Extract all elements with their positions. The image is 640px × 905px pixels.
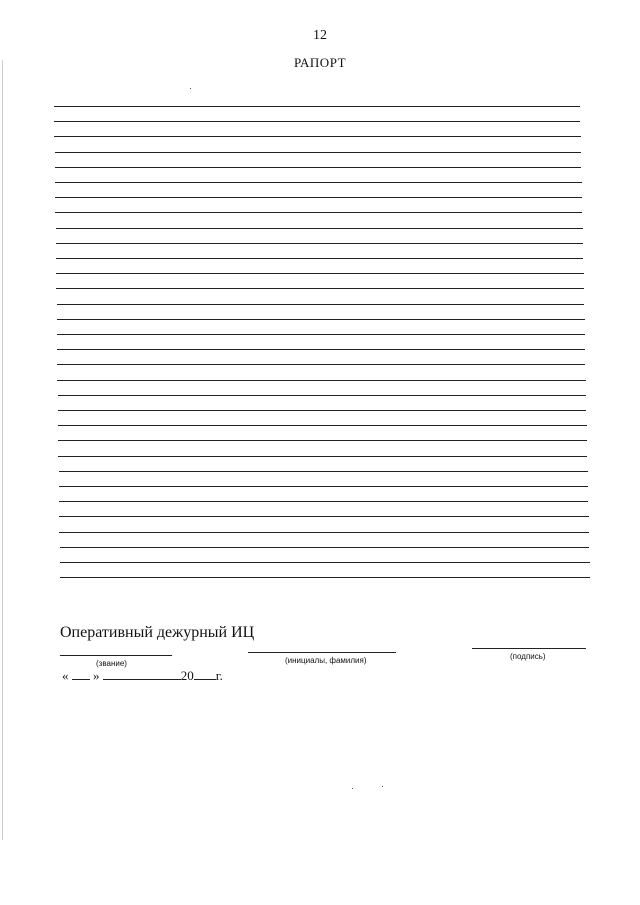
ruled-line xyxy=(57,364,585,365)
year-field[interactable] xyxy=(194,669,216,680)
ruled-line xyxy=(57,380,585,381)
ruled-line xyxy=(59,471,588,472)
ruled-line xyxy=(57,334,585,335)
page-number: 12 xyxy=(313,28,327,43)
name-field[interactable] xyxy=(248,652,396,653)
month-field[interactable] xyxy=(103,669,181,680)
ruled-line xyxy=(55,167,582,168)
ruled-line xyxy=(56,243,583,244)
ruled-line xyxy=(59,486,588,487)
open-quote: « xyxy=(62,668,69,683)
ruled-line xyxy=(54,121,580,122)
signature-caption: (подпись) xyxy=(510,652,546,661)
ruled-line xyxy=(58,410,587,411)
document-title: РАПОРТ xyxy=(293,55,347,70)
ruled-line xyxy=(54,106,580,107)
scan-edge xyxy=(2,60,3,840)
ruled-line xyxy=(58,456,587,457)
ruled-line xyxy=(60,547,590,548)
signature-field[interactable] xyxy=(472,648,586,649)
scan-speck xyxy=(382,786,383,787)
ruled-line xyxy=(60,577,590,578)
ruled-line xyxy=(58,440,587,441)
close-quote: » xyxy=(93,668,100,683)
ruled-line xyxy=(58,395,586,396)
ruled-line xyxy=(55,197,582,198)
ruled-line xyxy=(54,136,580,137)
ruled-line xyxy=(55,152,581,153)
day-field[interactable] xyxy=(72,669,90,680)
ruled-line xyxy=(57,319,585,320)
ruled-line xyxy=(56,258,583,259)
scan-speck xyxy=(352,788,353,789)
ruled-line xyxy=(59,501,588,502)
ruled-line xyxy=(57,349,585,350)
name-caption: (инициалы, фамилия) xyxy=(285,656,367,665)
ruled-line xyxy=(56,273,583,274)
ruled-line xyxy=(59,516,588,517)
duty-officer-label: Оперативный дежурный ИЦ xyxy=(60,624,255,641)
scan-speck xyxy=(190,88,191,89)
report-text-area[interactable] xyxy=(52,100,592,590)
ruled-line xyxy=(59,532,589,533)
year-prefix: 20 xyxy=(180,668,194,683)
ruled-line xyxy=(56,228,583,229)
ruled-line xyxy=(60,562,590,563)
ruled-line xyxy=(56,288,584,289)
date-row xyxy=(62,668,223,684)
ruled-line xyxy=(55,212,582,213)
ruled-line xyxy=(55,182,582,183)
ruled-line xyxy=(58,425,587,426)
rank-caption: (звание) xyxy=(96,659,127,668)
rank-field[interactable] xyxy=(60,655,172,656)
year-suffix: г. xyxy=(215,668,223,683)
ruled-line xyxy=(57,304,585,305)
